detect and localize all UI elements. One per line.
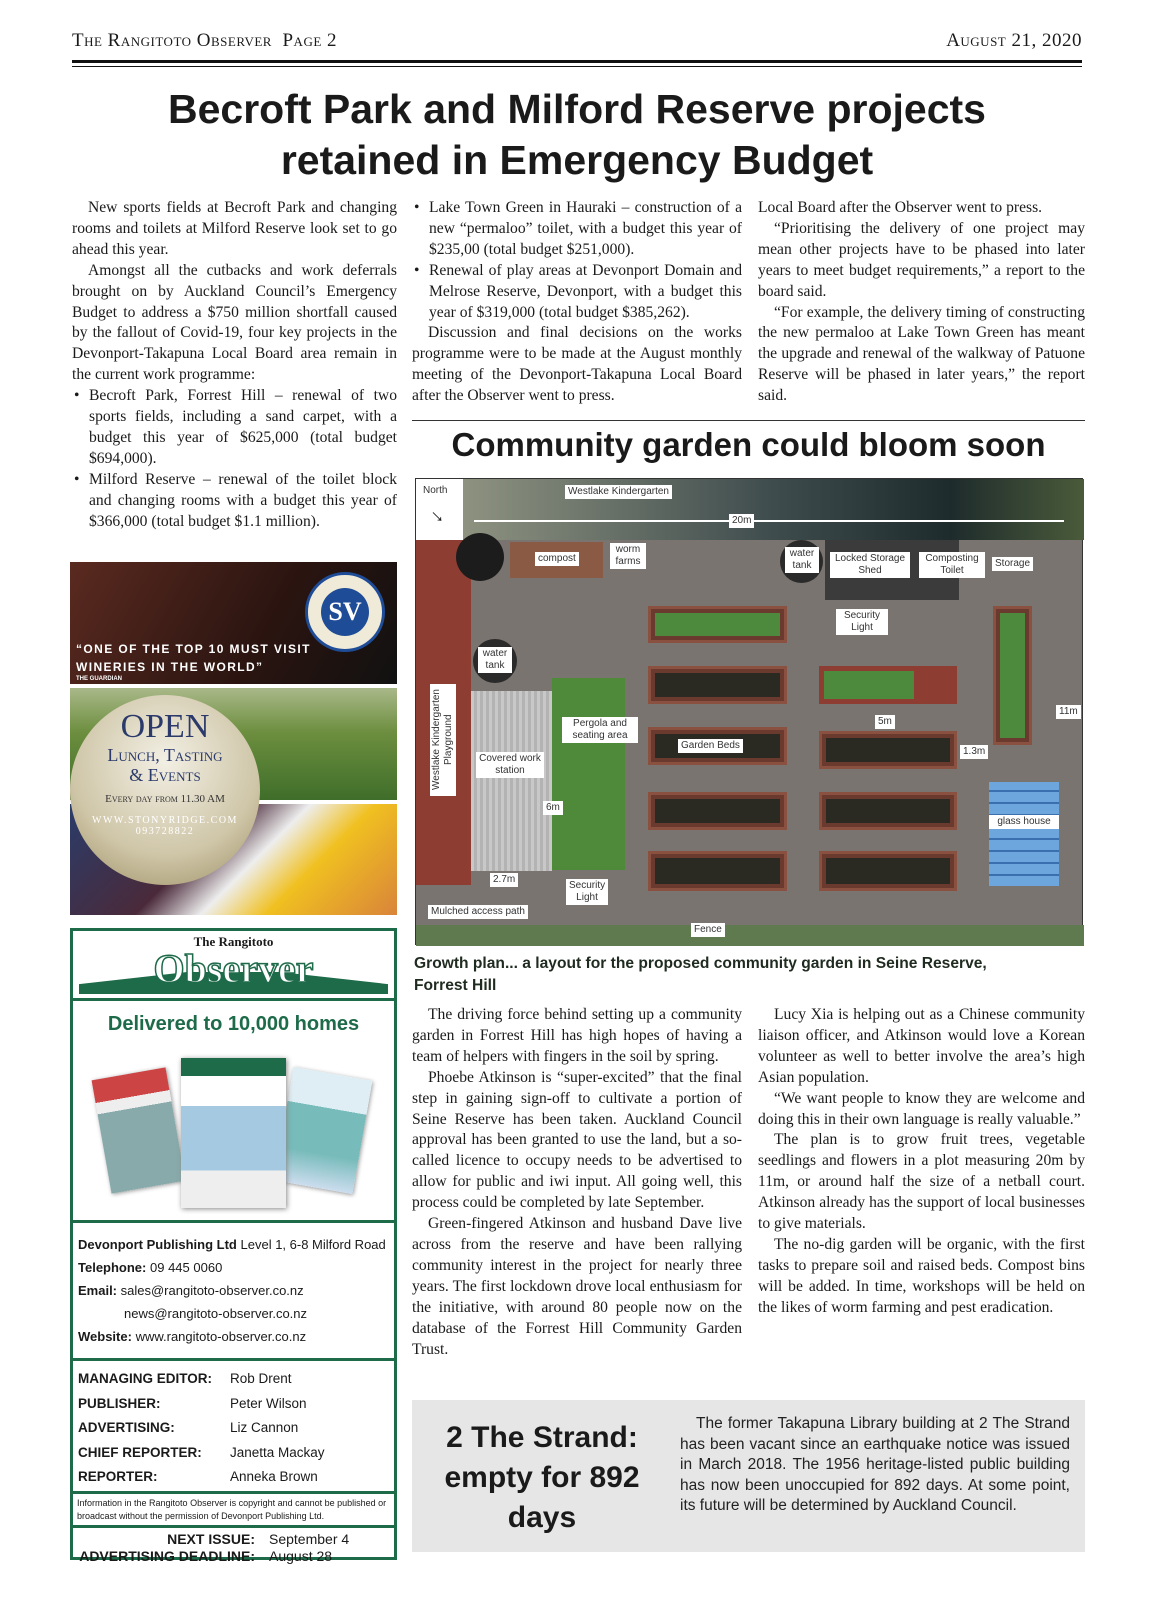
headline-line: Becroft Park and Milford Reserve projects <box>168 86 986 132</box>
plan-label: Security Light <box>836 609 888 635</box>
staff-name: Rob Drent <box>230 1371 292 1386</box>
staff-name: Anneka Brown <box>230 1469 318 1484</box>
masthead <box>72 30 337 52</box>
garden-bed <box>648 666 787 704</box>
strand-body: The former Takapuna Library building at 2 The Strand has been vacant since an earthquake notice was issued in March 2018. The 1956 heritage-listed public building has now been unoccupied for 892 days. At some point, its future will be determined by Auckland Council. <box>680 1415 1070 1514</box>
strand-box <box>412 1400 1085 1552</box>
garden-bed <box>648 606 787 643</box>
garden-bed <box>819 851 957 891</box>
staff-name: Janetta Mackay <box>230 1444 325 1460</box>
email-label: Email: <box>78 1283 118 1298</box>
bed-plants <box>655 858 780 884</box>
ad-line1: Lunch, Tasting <box>107 745 223 765</box>
next-issue-label: NEXT ISSUE: <box>167 1531 255 1547</box>
bed-plants <box>655 613 780 636</box>
email-link[interactable]: sales@rangitoto-observer.co.nz <box>120 1283 304 1298</box>
paragraph: “Prioritising the delivery of one project may mean other projects have to be phased into later years to meet budget requirements,” a report to the board said. <box>758 219 1085 300</box>
deadline-section <box>73 1528 394 1568</box>
garden-bed <box>819 792 957 830</box>
paragraph: The no-dig garden will be organic, with the first tasks to prepare soil and raised beds. Compost bins will be added. In time, workshops will be held on the likes of worm farming and pest eradication. <box>758 1235 1085 1316</box>
glass-house <box>989 782 1059 886</box>
bed-plants <box>1000 613 1025 738</box>
paragraph: Green-fingered Atkinson and husband Dave live across from the reserve and have been rallying community interest in the project for nearly three years. The first lockdown drove local enthusiasm for the initiative, with around 80 people now on the database of the Forrest Hill Community Garden Trust. <box>412 1215 742 1358</box>
paragraph: Local Board after the Observer went to press. <box>758 199 1043 216</box>
paragraph: The driving force behind setting up a community garden in Forrest Hill has high hopes of having a team of helpers with fingers in the soil by spring. <box>412 1006 742 1065</box>
lead-column-2 <box>412 198 742 405</box>
staff-row <box>78 1392 390 1417</box>
plan-sky-area <box>416 479 1084 540</box>
garden-bed <box>648 851 787 891</box>
lead-column-3 <box>758 198 1085 407</box>
staff-section <box>73 1361 394 1494</box>
plan-label: 5m <box>875 715 895 729</box>
plan-label: 20m <box>729 514 754 528</box>
staff-row <box>78 1465 390 1490</box>
ad-open: OPEN <box>120 708 210 745</box>
lead-column-1 <box>72 198 397 533</box>
bed-plants <box>826 799 950 823</box>
plan-label: glass house <box>989 815 1059 829</box>
ad-line2: & Events <box>129 765 201 785</box>
paragraph: Phoebe Atkinson is “super-excited” that the final step in gaining sign-off to cultivate a portion of Seine Reserve has been taken. Auckland Council approval has been granted to use the land, but a so-called licence to occupy needs to be advertised to allow for public and iwi input. All going well, this process could be completed by late September. <box>412 1068 742 1212</box>
publisher-name: Devonport Publishing Ltd <box>78 1237 237 1252</box>
covered-work-station <box>471 691 552 871</box>
plan-label: compost <box>535 552 579 566</box>
plan-label: Garden Beds <box>678 739 743 753</box>
plan-label: 1.3m <box>960 745 988 759</box>
logo-small-text: The Rangitoto <box>193 934 274 949</box>
ad-source: THE GUARDIAN <box>76 676 122 682</box>
bullet-item: • Renewal of play areas at Devonport Domain and Melrose Reserve, Devonport, with a budget this year of $319,000 (total budget $385,262). <box>412 261 742 324</box>
delivered-section <box>73 1013 394 1223</box>
headline-line: retained in Emergency Budget <box>280 137 874 183</box>
plan-label: Security Light <box>566 879 608 905</box>
masthead-title: The Rangitoto Observer <box>72 30 272 51</box>
ad-open-circle <box>70 695 260 885</box>
paragraph: Discussion and final decisions on the works programme were to be made at the August monthly meeting of the Devonport-Takapuna Local Board after the Observer went to press. <box>412 324 742 405</box>
staff-role: CHIEF REPORTER: <box>78 1444 202 1460</box>
tree <box>468 545 492 569</box>
vineyard-ad[interactable] <box>70 562 397 915</box>
logo-big-text: Observer <box>153 946 314 991</box>
staff-role: REPORTER: <box>78 1469 158 1484</box>
ad-hours: Every day from 11.30 AM <box>105 793 225 805</box>
staff-role: ADVERTISING: <box>78 1420 175 1435</box>
paragraph: “We want people to know they are welcome and doing this in their own language is really valuable.” <box>758 1089 1085 1128</box>
paragraph: New sports fields at Becroft Park and changing rooms and toilets at Milford Reserve look set to go ahead this year. <box>72 199 397 258</box>
north-arrow-icon: ↓ <box>425 504 448 528</box>
bed-plants <box>826 858 950 884</box>
bed-plants <box>824 671 914 699</box>
website-label: Website: <box>78 1329 132 1344</box>
plan-label: Fence <box>691 923 725 937</box>
photo-caption: Growth plan... a layout for the proposed community garden in Seine Reserve, Forrest Hill <box>414 955 987 994</box>
newspaper-cover <box>181 1058 286 1208</box>
bullet-item: • Milford Reserve – renewal of the toilet block and changing rooms with a budget this year of $366,000 (total budget $1.1 million). <box>72 470 397 533</box>
pergola <box>552 678 625 870</box>
header-rule-thin <box>72 66 1082 67</box>
observer-logo <box>73 931 394 1001</box>
observer-info-box <box>70 928 397 1564</box>
garden-bed <box>993 606 1032 745</box>
magazine-cover <box>92 1067 186 1193</box>
plan-label: 11m <box>1056 705 1081 719</box>
fence-grass <box>416 925 1084 946</box>
plan-label: Pergola and seating area <box>562 717 638 743</box>
staff-name: Peter Wilson <box>230 1395 307 1411</box>
staff-row <box>78 1441 390 1466</box>
email-link[interactable]: news@rangitoto-observer.co.nz <box>124 1306 308 1321</box>
bullet-item: • Lake Town Green in Hauraki – construction of a new “permaloo” toilet, with a budget this year of $235,00 (total budget $251,000). <box>412 198 742 261</box>
garden-bed <box>819 731 957 769</box>
garden-plan-image <box>415 478 1083 945</box>
staff-role: PUBLISHER: <box>78 1395 161 1411</box>
plan-label: worm farms <box>610 543 646 569</box>
page-number: Page 2 <box>282 30 338 51</box>
ad-website[interactable]: WWW.STONYRIDGE.COM <box>92 815 238 826</box>
plan-label: Covered work station <box>476 752 544 778</box>
plan-label: Locked Storage Shed <box>830 552 910 578</box>
ad-quote: “ONE OF THE TOP 10 MUST VISIT WINERIES IN THE WORLD” <box>76 642 311 674</box>
next-issue: September 4 <box>269 1531 350 1547</box>
staff-name: Liz Cannon <box>230 1420 299 1435</box>
strand-headline: 2 The Strand: empty for 892 days <box>444 1421 640 1534</box>
logo-monogram: SV <box>321 588 369 636</box>
deadline: August 28 <box>269 1548 333 1564</box>
contact-section <box>73 1223 394 1361</box>
ad-phone: 093728822 <box>135 826 195 837</box>
magazine-cover <box>274 1067 373 1194</box>
copyright-notice: Information in the Rangitoto Observer is copyright and cannot be published or broadcast without the permission of Devonport Publishing Ltd. <box>73 1494 394 1528</box>
address: Level 1, 6-8 Milford Road <box>240 1237 386 1252</box>
garden-bed <box>648 792 787 830</box>
ad-wine-panel <box>70 562 397 684</box>
staff-row <box>78 1367 390 1392</box>
plan-label: Mulched access path <box>428 905 528 919</box>
north-arrow-box <box>416 479 463 540</box>
paragraph: Amongst all the cutbacks and work deferrals brought on by Auckland Council’s Emergency Budget to address a $750 million shortfall caused by the fallout of Covid-19, four key projects in the Devonport-Takapuna Local Board area remain in the current work programme: <box>72 261 397 384</box>
lead-headline <box>72 84 1082 186</box>
dimension-line <box>474 520 1064 522</box>
bed-plants <box>655 673 780 697</box>
plan-label: 2.7m <box>490 873 518 887</box>
north-label: North <box>420 484 450 498</box>
paragraph: Lucy Xia is helping out as a Chinese community liaison officer, and Atkinson would love a Korean volunteer as well to better involve the area’s high Asian population. <box>758 1006 1085 1086</box>
header-rule <box>72 60 1082 63</box>
paragraph: The plan is to grow fruit trees, vegetable seedlings and flowers in a plot measuring 20m by 11m, or around half the size of a netball court. Atkinson already has the support of local businesses to give materials. <box>758 1131 1085 1233</box>
bullet-item: • Becroft Park, Forrest Hill – renewal of two sports fields, including a sand carpet, with a budget this year of $625,000 (total budget $694,000). <box>72 386 397 470</box>
staff-role: MANAGING EDITOR: <box>78 1371 212 1386</box>
garden-column-2 <box>758 1005 1085 1319</box>
telephone-label: Telephone: <box>78 1260 147 1275</box>
garden-column-1 <box>412 1005 742 1385</box>
website-link[interactable]: www.rangitoto-observer.co.nz <box>135 1329 307 1344</box>
issue-date: August 21, 2020 <box>946 30 1082 51</box>
staff-row <box>78 1416 390 1441</box>
bed-plants <box>826 738 950 762</box>
plan-label: water tank <box>478 647 512 673</box>
telephone: 09 445 0060 <box>150 1260 223 1275</box>
plan-label: Westlake Kindergarten <box>565 485 672 499</box>
garden-headline: Community garden could bloom soon <box>451 426 1046 463</box>
plan-label: Storage <box>992 557 1033 571</box>
paragraph: “For example, the delivery timing of constructing the new permaloo at Lake Town Green has meant the upgrade and renewal of the walkway of Patuone Reserve will be phased in later years,” the report said. <box>758 303 1085 405</box>
garden-bed <box>819 666 957 704</box>
plan-label: water tank <box>785 547 819 573</box>
delivered-headline: Delivered to 10,000 homes <box>107 1013 360 1035</box>
plan-label: Westlake Kindergarten Playground <box>430 684 456 796</box>
bed-plants <box>655 799 780 823</box>
plan-label: 6m <box>543 801 563 815</box>
deadline-label: ADVERTISING DEADLINE: <box>79 1548 255 1564</box>
section-divider <box>412 420 1085 421</box>
plan-label: Composting Toilet <box>919 552 985 578</box>
